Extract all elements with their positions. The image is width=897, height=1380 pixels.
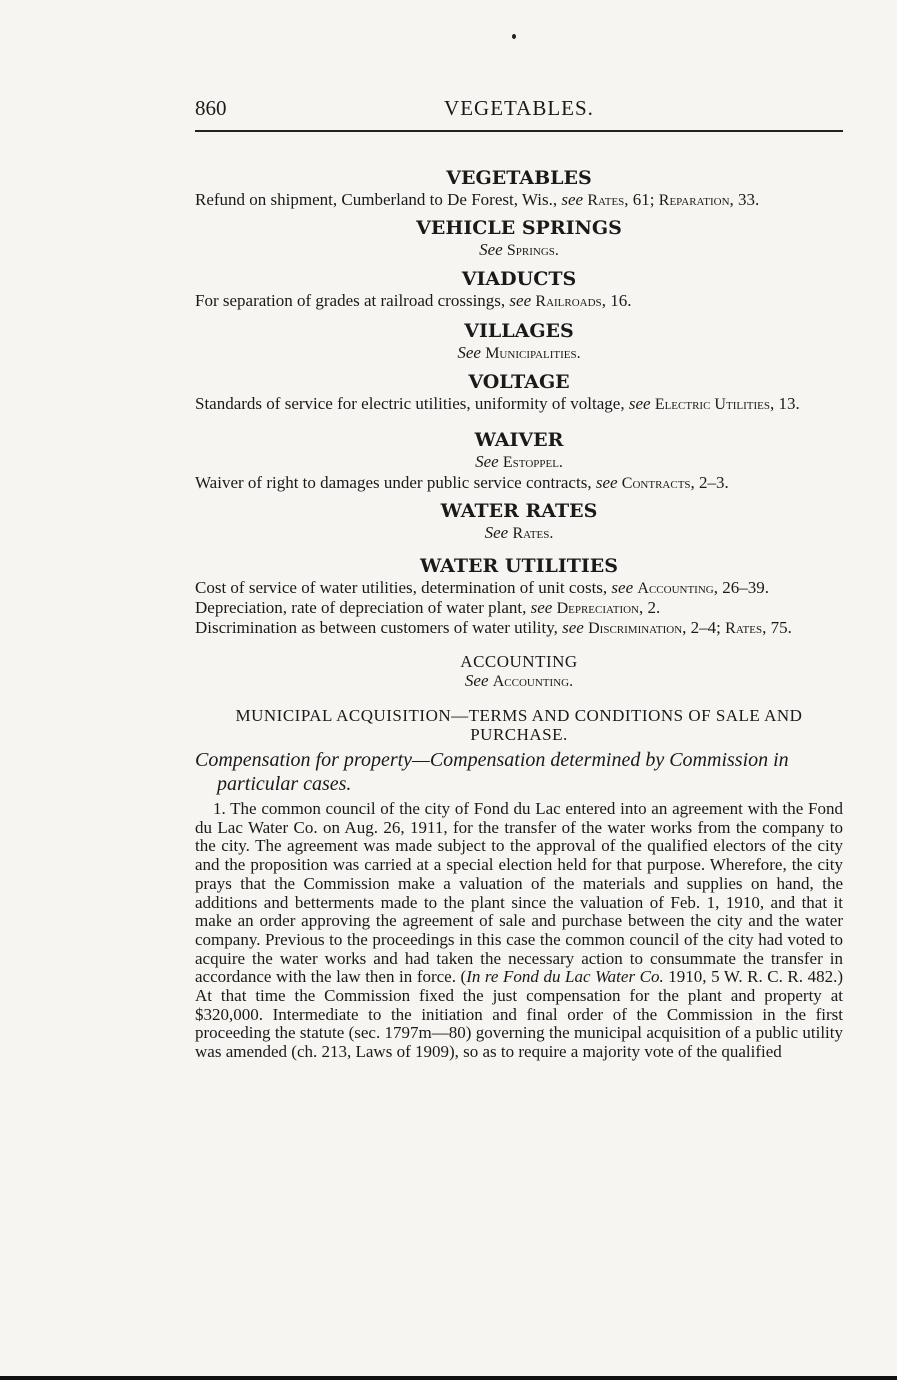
entry-heading-waiver: WAIVER <box>474 429 564 451</box>
header-rule <box>195 130 843 132</box>
entry-heading-water-utilities: WATER UTILITIES <box>420 555 618 577</box>
entry-heading-voltage: VOLTAGE <box>468 371 570 393</box>
see-reference-accounting: See Accounting. <box>464 671 574 690</box>
running-title: VEGETABLES. <box>444 96 594 120</box>
entry-text-water-utilities-cost: Cost of service of water utilities, determination of unit costs, see Accounting, 26–39. <box>195 578 769 597</box>
index-content <box>195 166 843 1062</box>
see-reference-villages: See Municipalities. <box>457 343 581 362</box>
entry-heading-water-rates: WATER RATES <box>440 500 598 522</box>
subheading-accounting: ACCOUNTING <box>460 652 578 671</box>
subheading-municipal-acquisition: MUNICIPAL ACQUISITION—TERMS AND CONDITIONS OF SALE AND PURCHASE. <box>235 706 803 744</box>
entry-heading-viaducts: VIADUCTS <box>461 268 577 290</box>
body-paragraph: 1. The common council of the city of Fond du Lac entered into an agreement with the Fond du Lac Water Co. on Aug. 26, 1911, for the transfer of the water works from the company to the city. The agreement was made subject to the approval of the qualified electors of the city and the proposition was carried at a special election held for that purpose. Wherefore, the city prays that the Commission make a valuation of the materials and supplies on hand, the additions and betterments made to the plant since the valuation of Feb. 1, 1910, and that it make an order approving the agreement of sale and purchase between the city and the water company. Previous to the proceedings in this case the common council of the city had voted to acquire the water works and had taken the necessary action to consummate the transfer in accordance with the law then in force. (In re Fond du Lac Water Co. 1910, 5 W. R. C. R. 482.) At that time the Commission fixed the just compensation for the plant and property at $320,000. Intermediate to the initiation and final order of the Commission in the first proceeding the statute (sec. 1797m—80) governing the municipal acquisition of a public utility was amended (ch. 213, Laws of 1909), so as to require a majority vote of the qualified <box>195 799 843 1062</box>
section-heading-compensation: Compensation for property—Compensation determined by Commission in particular cases. <box>195 749 789 795</box>
page-bottom-edge <box>0 1376 897 1380</box>
see-reference-waiver: See Estoppel. <box>475 452 563 471</box>
ink-speck <box>512 34 516 39</box>
entry-text-water-utilities-depreciation: Depreciation, rate of depreciation of water plant, see Depreciation, 2. <box>195 598 661 617</box>
entry-heading-vegetables: VEGETABLES <box>446 167 592 189</box>
entry-heading-villages: VILLAGES <box>464 320 574 342</box>
entry-text-viaducts: For separation of grades at railroad crossings, see Railroads, 16. <box>195 291 632 310</box>
entry-text-voltage: Standards of service for electric utilities, uniformity of voltage, see Electric Utilities, 13. <box>195 394 800 413</box>
entry-text-vegetables: Refund on shipment, Cumberland to De Forest, Wis., see Rates, 61; Reparation, 33. <box>195 190 760 209</box>
page-number: 860 <box>195 96 227 120</box>
entry-heading-vehicle-springs: VEHICLE SPRINGS <box>416 217 622 239</box>
entry-text-water-utilities-discrimination: Discrimination as between customers of water utility, see Discrimination, 2–4; Rates, 75. <box>195 618 792 637</box>
running-header <box>195 96 843 126</box>
see-reference-water-rates: See Rates. <box>484 523 554 542</box>
see-reference-vehicle-springs: See Springs. <box>479 240 559 259</box>
entry-text-waiver: Waiver of right to damages under public service contracts, see Contracts, 2–3. <box>195 473 729 492</box>
